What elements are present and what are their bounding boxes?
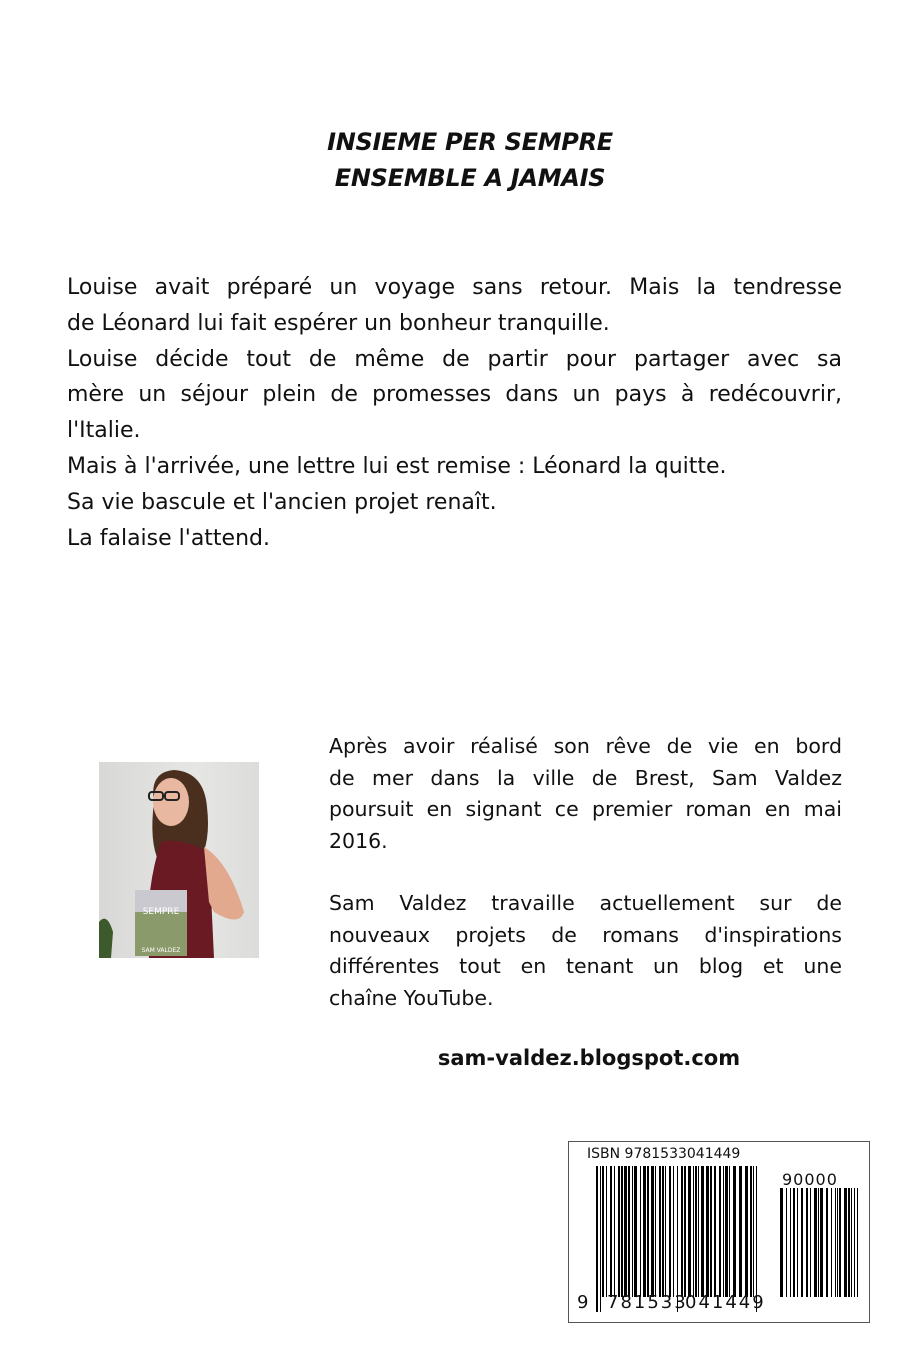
barcode-bar	[851, 1188, 852, 1297]
barcode-bar	[651, 1166, 654, 1297]
barcode-bar	[820, 1188, 823, 1297]
barcode-bar	[673, 1166, 674, 1297]
barcode-bar	[628, 1166, 630, 1297]
barcode-bar	[693, 1166, 694, 1297]
barcode-bar	[665, 1166, 666, 1297]
barcode-bar	[837, 1188, 838, 1297]
barcode-bar	[621, 1166, 623, 1297]
barcode-bar	[797, 1188, 798, 1297]
barcode-bar	[655, 1166, 656, 1297]
photo-book-author: SAM VALDEZ	[141, 947, 181, 954]
barcode-bar	[780, 1188, 783, 1297]
author-bio-2	[329, 888, 842, 1014]
barcode-bar	[790, 1188, 791, 1297]
barcode-bar	[640, 1166, 641, 1297]
bio-line: Sam Valdez travaille actuellement sur de	[329, 891, 842, 915]
barcode-bar	[756, 1166, 757, 1312]
barcode-bar	[714, 1166, 716, 1297]
blurb-line: mère un séjour plein de promesses dans un pays à redécouvrir,	[67, 382, 842, 408]
barcode-bar	[818, 1188, 819, 1297]
blurb-line: Mais à l'arrivée, une lettre lui est remise : Léonard la quitte.	[67, 453, 727, 479]
barcode-group-1: 781533	[607, 1292, 688, 1313]
barcode-bar	[669, 1166, 671, 1297]
barcode-bar	[753, 1166, 754, 1297]
title-french: ENSEMBLE A JAMAIS	[334, 164, 606, 192]
barcode-bar	[643, 1166, 646, 1297]
barcode-bar	[854, 1188, 855, 1297]
barcode-bar	[677, 1166, 678, 1312]
blurb-line: de Léonard lui fait espérer un bonheur tranquille.	[67, 310, 610, 336]
barcode-bar	[681, 1166, 683, 1297]
barcode-bar	[839, 1188, 841, 1297]
barcode-addon: 90000	[782, 1170, 838, 1189]
blurb-line: Louise décide tout de même de partir pour partager avec sa	[67, 346, 842, 372]
barcode-bar	[844, 1188, 847, 1297]
author-photo	[99, 762, 259, 958]
bio-line: poursuit en signant ce premier roman en mai	[329, 797, 842, 821]
barcode-bar	[719, 1166, 721, 1297]
barcode-bar	[624, 1166, 627, 1297]
barcode-bar	[739, 1166, 742, 1297]
barcode-bar	[793, 1188, 795, 1297]
barcode-bar	[733, 1166, 736, 1297]
barcode-bar	[710, 1166, 712, 1297]
barcode-bar	[606, 1166, 607, 1297]
blurb	[67, 270, 842, 556]
barcode-bar	[831, 1188, 832, 1297]
barcode-bar	[826, 1188, 828, 1297]
author-bio-1	[329, 731, 842, 857]
barcode-bar	[835, 1188, 836, 1297]
barcode-bar	[610, 1166, 612, 1297]
barcode-bar	[659, 1166, 661, 1297]
barcode-bar	[600, 1166, 601, 1312]
barcode-bar	[706, 1166, 709, 1297]
barcode-bar	[729, 1166, 730, 1297]
barcode-bar	[750, 1166, 752, 1297]
blurb-line: La falaise l'attend.	[67, 525, 270, 551]
barcode-bar	[814, 1188, 817, 1297]
bio-line: nouveaux projets de romans d'inspirations	[329, 922, 842, 947]
barcode-bar	[848, 1188, 850, 1297]
barcode-bar	[745, 1166, 748, 1297]
barcode-bar	[632, 1166, 633, 1297]
barcode-bar	[596, 1166, 598, 1312]
bio-line: 2016.	[329, 828, 388, 853]
isbn-barcode	[568, 1141, 870, 1323]
bio-line: de mer dans la ville de Brest, Sam Valdez	[329, 765, 842, 790]
barcode-bar	[647, 1166, 649, 1297]
barcode-bar	[698, 1166, 699, 1297]
blog-url: sam-valdez.blogspot.com	[437, 1046, 741, 1070]
photo-book-title: SEMPRE	[142, 907, 180, 917]
barcode-bar	[725, 1166, 728, 1297]
barcode-bar	[684, 1166, 686, 1297]
barcode-bar	[614, 1166, 615, 1297]
barcode-bar	[662, 1166, 664, 1297]
barcode-bar	[806, 1188, 808, 1297]
barcode-bar	[801, 1188, 803, 1297]
barcode-bar	[701, 1166, 704, 1297]
bio-line: chaîne YouTube.	[329, 985, 494, 1010]
bio-line: Après avoir réalisé son rêve de vie en bord	[329, 734, 842, 758]
barcode-bar	[786, 1188, 787, 1297]
bio-line: différentes tout en tenant un blog et une	[329, 954, 842, 978]
barcode-bar	[857, 1188, 858, 1297]
barcode-bar	[618, 1166, 620, 1297]
barcode-bar	[602, 1166, 604, 1297]
barcode-group-2: 041449	[685, 1292, 766, 1313]
barcode-first-digit: 9	[577, 1292, 591, 1313]
isbn-label: ISBN 9781533041449	[587, 1146, 741, 1162]
barcode-bar	[810, 1188, 811, 1297]
barcode-bar	[695, 1166, 697, 1297]
barcode-bar	[634, 1166, 637, 1297]
blurb-line: Sa vie bascule et l'ancien projet renaît.	[67, 489, 497, 515]
title-italian: INSIEME PER SEMPRE	[327, 128, 613, 156]
blurb-line: l'Italie.	[67, 418, 141, 444]
barcode-bar	[723, 1166, 724, 1297]
blurb-line: Louise avait préparé un voyage sans retour. Mais la tendresse	[67, 275, 842, 300]
barcode-bar	[688, 1166, 691, 1297]
